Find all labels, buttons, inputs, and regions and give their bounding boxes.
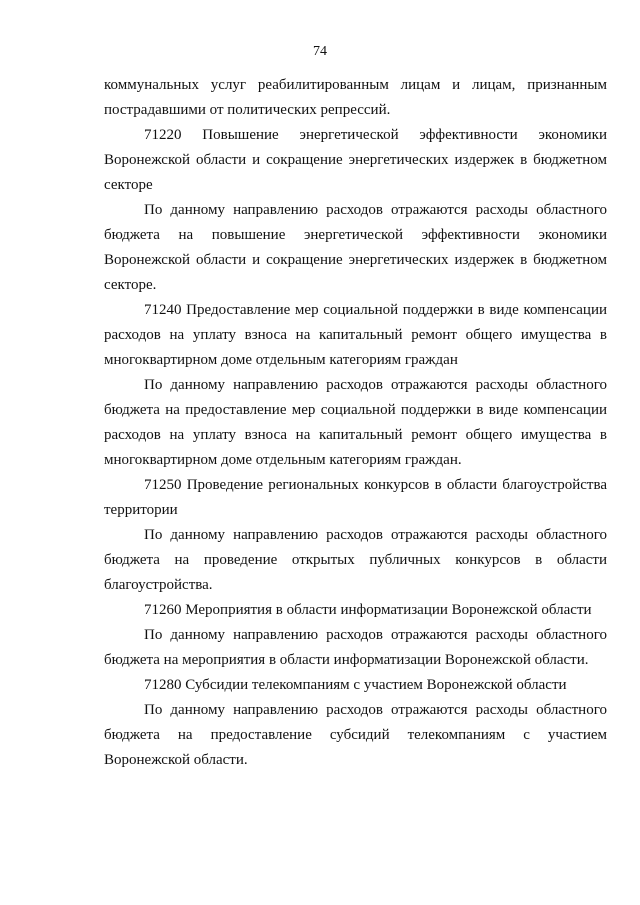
section-text-71240: По данному направлению расходов отражаются расходы областного бюджета на предоставление мер социальной поддержки в виде компенсации расходов на уплату взноса на капитальный ремонт общего имущества в многоквартирном доме отдельным категориям граждан. [104,377,607,468]
section-heading-71220: 71220 Повышение энергетической эффективности экономики Воронежской области и сокращение энергетических издержек в бюджетном секторе [104,127,607,193]
section-text-71280: По данному направлению расходов отражаются расходы областного бюджета на предоставление субсидий телекомпаниям с участием Воронежской области. [104,702,607,768]
paragraph-continuation: коммунальных услуг реабилитированным лицам и лицам, признанным пострадавшими от политических репрессий. [104,77,607,118]
section-text-71260: По данному направлению расходов отражаются расходы областного бюджета на мероприятия в области информатизации Воронежской области. [104,627,607,668]
section-heading-71280: 71280 Субсидии телекомпаниям с участием Воронежской области [144,677,567,693]
document-body [104,73,607,773]
section-text-71250: По данному направлению расходов отражаются расходы областного бюджета на проведение открытых публичных конкурсов в области благоустройства. [104,527,607,593]
section-heading-71260: 71260 Мероприятия в области информатизации Воронежской области [144,602,592,618]
page-number: 74 [313,44,327,59]
section-text-71220: По данному направлению расходов отражаются расходы областного бюджета на повышение энергетической эффективности экономики Воронежской области и сокращение энергетических издержек в бюджетном секторе. [104,202,607,293]
section-heading-71240: 71240 Предоставление мер социальной поддержки в виде компенсации расходов на уплату взноса на капитальный ремонт общего имущества в многоквартирном доме отдельным категориям граждан [104,302,607,368]
section-heading-71250: 71250 Проведение региональных конкурсов в области благоустройства территории [104,477,607,518]
